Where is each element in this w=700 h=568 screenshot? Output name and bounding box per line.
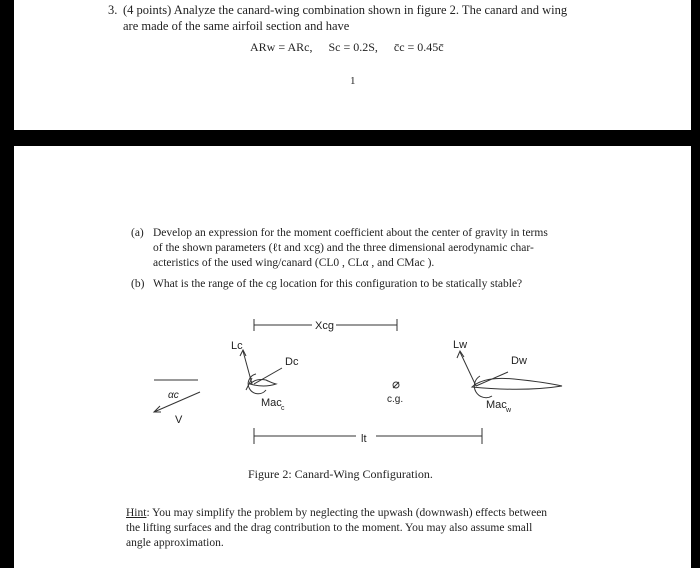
hint-text-1: : You may simplify the problem by neglecting the upwash (downwash) effects between <box>146 507 548 519</box>
part-b-line-1: What is the range of the cg location for this configuration to be statically stable? <box>153 278 523 290</box>
canard-drag-arrow <box>254 368 282 384</box>
label-cg: c.g. <box>387 394 404 405</box>
label-lc: Lc <box>231 340 243 352</box>
label-lw: Lw <box>453 339 468 351</box>
canard-lift-arrow <box>243 351 252 384</box>
given-formula <box>250 40 444 55</box>
wing-airfoil <box>472 378 562 389</box>
hint-line-1 <box>126 506 547 521</box>
formula-area: Sc = 0.2S, <box>328 40 378 54</box>
label-mac-canard-sub: c <box>281 405 285 412</box>
part-a-label: (a) <box>131 227 144 239</box>
problem-text-line-1: (4 points) Analyze the canard-wing combination shown in figure 2. The canard and wing <box>123 3 568 17</box>
formula-chord: c̄c = 0.45c̄ <box>393 40 444 54</box>
label-dw: Dw <box>511 355 527 367</box>
part-a-line-1: Develop an expression for the moment coefficient about the center of gravity in terms <box>153 227 548 239</box>
label-mac-wing-sub: w <box>506 407 512 414</box>
label-mac-wing: Mac <box>486 399 507 411</box>
figure-caption: Figure 2: Canard-Wing Configuration. <box>248 467 433 481</box>
canard-wing-figure <box>14 146 691 568</box>
label-lt: lt <box>361 433 367 445</box>
part-a-line-2: of the shown parameters (ℓt and xcg) and the three dimensional aerodynamic char- <box>153 242 534 254</box>
formula-aspect-ratio: ARw = ARc, <box>250 40 313 54</box>
wing-lift-arrowhead <box>457 351 464 358</box>
part-a-line-3: acteristics of the used wing/canard (CL0 , CLα , and CMac ). <box>153 257 435 269</box>
hint-line-2: the lifting surfaces and the drag contribution to the moment. You may also assume small <box>126 522 533 534</box>
page-top <box>14 0 691 130</box>
canard-airfoil <box>250 380 276 387</box>
page-bottom <box>14 146 691 568</box>
label-v: V <box>175 414 183 426</box>
page-number: 1 <box>350 75 356 87</box>
label-dc: Dc <box>285 356 299 368</box>
label-mac-canard: Mac <box>261 397 282 409</box>
part-b-label: (b) <box>131 278 145 290</box>
label-xcg: Xcg <box>315 320 334 332</box>
problem-number: 3. <box>108 3 118 17</box>
label-alpha-c: αc <box>168 390 179 401</box>
hint-line-3: angle approximation. <box>126 537 224 549</box>
hint-label: Hint <box>126 507 147 519</box>
problem-text-line-2: are made of the same airfoil section and have <box>123 19 350 33</box>
wing-lift-arrow <box>460 352 476 386</box>
